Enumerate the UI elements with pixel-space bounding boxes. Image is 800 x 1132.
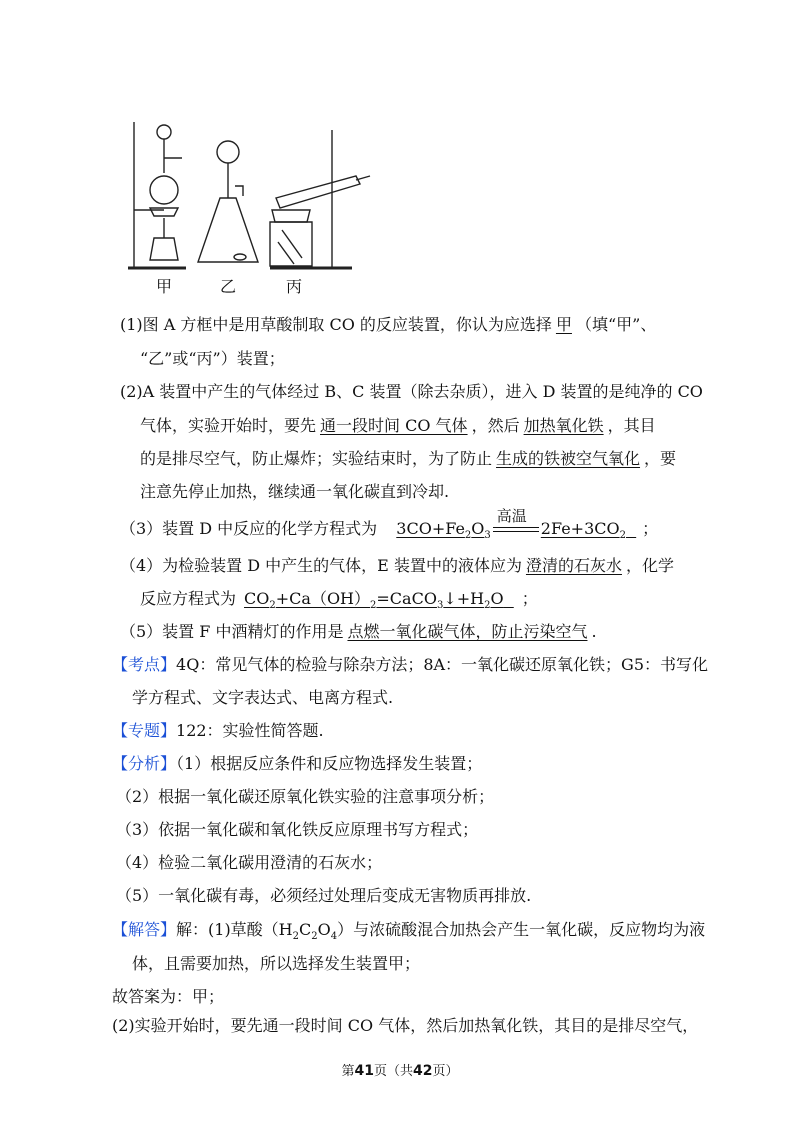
q3-eq-sub-1: 2: [464, 530, 472, 542]
fenxi-tag: 【分析】: [112, 754, 177, 773]
fenxi-line-5: （5）一氧化碳有毒，必须经过处理后变成无害物质再排放.: [116, 886, 532, 905]
jieda-tag: 【解答】: [112, 920, 177, 939]
q4-eq-1: CO: [244, 589, 270, 608]
apparatus-figure: [120, 118, 380, 296]
page-total: 42: [413, 1063, 433, 1079]
q4-sub-4: 2: [484, 600, 491, 612]
q4-sub-2: 2: [370, 600, 377, 612]
q2-text-b: ，然后: [471, 416, 520, 435]
q3-eq-mid: O: [471, 519, 485, 538]
jieda-sub-1: 2: [292, 931, 300, 943]
jieda-line-2: 体，且需要加热，所以选择发生装置甲；: [132, 954, 421, 973]
q4-eq-2: +Ca（OH）: [275, 589, 371, 608]
q4-text-2: ，化学: [625, 556, 674, 575]
q4-text-end: ；: [521, 589, 538, 608]
q1-text: (1)图 A 方框中是用草酸制取 CO 的反应装置，你认为应选择: [120, 315, 552, 334]
question-1-line-1: [120, 313, 656, 337]
footer-text-a: 第: [341, 1064, 355, 1079]
question-4-line-1: [120, 554, 674, 578]
q2-answer-3: 生成的铁被空气氧化: [496, 449, 641, 468]
page-footer: [0, 1060, 800, 1079]
q4-sub-1: 2: [269, 600, 276, 612]
question-1-line-2: “乙”或“丙”）装置；: [140, 349, 285, 368]
q3-text-end: ；: [642, 519, 659, 538]
q5-text-end: .: [591, 622, 597, 641]
jieda-line-3: 故答案为：甲；: [112, 987, 225, 1006]
q3-eq-left: 3CO+Fe: [396, 519, 465, 538]
figure-label-bing: 丙: [286, 277, 303, 296]
jieda-text-d: ）与浓硫酸混合加热会产生一氧化碳，反应物均为液: [337, 920, 706, 939]
question-2-line-1: (2)A 装置中产生的气体经过 B、C 装置（除去杂质），进入 D 装置的是纯净的 CO: [120, 382, 703, 401]
kaodian-line-1: [112, 653, 708, 677]
zhuanti-line: [112, 719, 324, 743]
q4-eq-3: =CaCO: [376, 589, 437, 608]
q2-text-d: 的是排尽空气，防止爆炸；实验结束时，为了防止: [140, 449, 493, 468]
jieda-sub-3: 4: [330, 931, 338, 943]
question-2-line-3: [140, 447, 676, 471]
q3-condition: 高温: [496, 507, 527, 525]
q2-answer-2: 加热氧化铁: [523, 416, 604, 435]
kaodian-text: 4Q：常见气体的检验与除杂方法；8A：一氧化碳还原氧化铁；G5：书写化: [176, 655, 709, 674]
q4-text: （4）为检验装置 D 中产生的气体，E 装置中的液体应为: [120, 556, 522, 575]
question-5-line: [120, 620, 597, 644]
apparatus-drawing: [120, 118, 380, 296]
fenxi-line-1: [112, 752, 482, 776]
figure-label-jia: 甲: [156, 277, 173, 296]
q1-answer: 甲: [555, 315, 572, 334]
jieda-line-4: (2)实验开始时，要先通一段时间 CO 气体，然后加热氧化铁，其目的是排尽空气，: [112, 1016, 699, 1035]
q2-answer-1: 通一段时间 CO 气体: [320, 416, 468, 435]
q5-text: （5）装置 F 中酒精灯的作用是: [120, 622, 344, 641]
fenxi-line-2: （2）根据一氧化碳还原氧化铁实验的注意事项分析；: [116, 787, 495, 806]
page-number: 41: [354, 1063, 374, 1079]
q3-eq-sub-2: 3: [484, 530, 491, 542]
q5-answer: 点燃一氧化碳气体，防止污染空气: [347, 622, 588, 641]
jieda-sub-2: 2: [311, 931, 318, 943]
q3-equation: [382, 507, 636, 542]
fenxi-line-4: （4）检验二氧化碳用澄清的石灰水；: [116, 853, 383, 872]
q4-answer: 澄清的石灰水: [525, 556, 622, 575]
q2-text-a: 气体，实验开始时，要先: [140, 416, 317, 435]
q1-text-2: （填“甲”、: [575, 315, 657, 334]
q4-text-3: 反应方程式为: [140, 589, 237, 608]
question-2-line-4: 注意先停止加热，继续通一氧化碳直到冷却.: [140, 482, 450, 501]
kaodian-line-2: 学方程式、文字表达式、电离方程式.: [132, 688, 394, 707]
jieda-text-b: C: [299, 920, 312, 939]
jieda-text-a: 解：(1)草酸（H: [176, 920, 293, 939]
q4-sub-3: 3: [436, 600, 444, 612]
footer-text-c: 页）: [432, 1064, 459, 1079]
zhuanti-text: 122：实验性简答题.: [176, 721, 324, 740]
jieda-text-c: O: [317, 920, 331, 939]
q2-text-e: ，要: [644, 449, 677, 468]
q4-eq-5: O: [490, 589, 504, 608]
q4-eq-4: ↓+H: [443, 589, 485, 608]
question-2-line-2: [140, 414, 656, 438]
figure-label-yi: 乙: [220, 277, 237, 296]
question-4-line-2: [140, 587, 538, 618]
fenxi-line-3: （3）依据一氧化碳和氧化铁反应原理书写方程式；: [116, 820, 479, 839]
q3-eq-right: 2Fe+3CO: [540, 519, 620, 538]
q3-text: （3）装置 D 中反应的化学方程式为: [120, 519, 378, 538]
fenxi-text-1: （1）根据反应条件和反应物选择发生装置；: [176, 754, 483, 773]
q3-reaction-arrow: [493, 507, 539, 532]
q2-text-c: ，其目: [607, 416, 656, 435]
question-3-line: [120, 507, 659, 548]
jieda-line-1: [112, 918, 705, 949]
q3-eq-sub-3: 2: [619, 530, 626, 542]
kaodian-tag: 【考点】: [112, 655, 177, 674]
zhuanti-tag: 【专题】: [112, 721, 177, 740]
footer-text-b: 页（共: [373, 1064, 413, 1079]
q4-equation: [236, 589, 522, 612]
